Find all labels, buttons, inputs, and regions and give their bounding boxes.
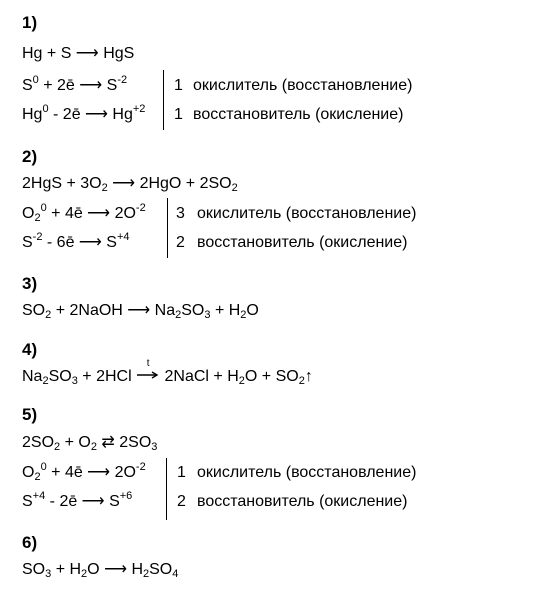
subscript: 2 xyxy=(42,375,49,387)
subscript: 2 xyxy=(238,375,245,387)
subscript: 2 xyxy=(101,182,108,194)
section-number: 3) xyxy=(22,274,38,293)
subscript: 2 xyxy=(231,182,238,194)
role-label: окислитель (восстановление) xyxy=(193,77,413,94)
formula-part: + 2HCl xyxy=(77,368,137,385)
formula-part: + 4ē ⟶ 2O xyxy=(46,205,136,222)
formula-part: + 2NaOH ⟶ Na xyxy=(51,302,176,319)
formula-part: Na xyxy=(22,368,43,385)
subscript: 2 xyxy=(54,441,61,453)
subscript: 2 xyxy=(143,568,150,580)
formula-part: O xyxy=(22,205,35,222)
formula-part: S xyxy=(22,234,33,251)
coefficient: 2 xyxy=(177,493,186,510)
divider-line xyxy=(166,458,167,520)
formula-part: + H xyxy=(51,561,82,578)
formula-part: + 2ē ⟶ S xyxy=(38,77,118,94)
formula-part: - 2ē ⟶ Hg xyxy=(48,106,133,123)
subscript: 3 xyxy=(45,568,52,580)
formula-part: S xyxy=(22,493,33,510)
subscript: 3 xyxy=(204,309,211,321)
coefficient: 1 xyxy=(174,77,183,94)
formula-part: O + SO xyxy=(244,368,299,385)
subscript: 2 xyxy=(175,309,182,321)
formula-part: O xyxy=(246,302,259,319)
role-label: окислитель (восстановление) xyxy=(197,464,417,481)
subscript: 2 xyxy=(90,441,97,453)
subscript: 2 xyxy=(298,375,305,387)
gas-arrow: ↑ xyxy=(304,368,313,385)
superscript: +6 xyxy=(119,490,133,502)
formula-part: - 6ē ⟶ S xyxy=(42,234,117,251)
heat-arrow xyxy=(136,358,160,385)
formula-part: SO xyxy=(149,561,173,578)
section-number: 1) xyxy=(22,13,38,32)
superscript: +4 xyxy=(116,231,130,243)
formula-part: ⟶ 2HgO + 2SO xyxy=(107,175,232,192)
equation xyxy=(22,358,313,387)
section-number: 2) xyxy=(22,147,38,166)
superscript: -2 xyxy=(117,74,128,86)
formula-part: 2NaCl + H xyxy=(160,368,239,385)
reaction-arrow-icon xyxy=(136,370,160,380)
formula-part: - 2ē ⟶ S xyxy=(45,493,120,510)
equation xyxy=(22,562,178,578)
formula-part: SO xyxy=(181,302,205,319)
formula-part: O ⟶ H xyxy=(87,561,143,578)
formula-part: 2HgS + 3O xyxy=(22,175,102,192)
superscript: -2 xyxy=(32,231,43,243)
section-number: 5) xyxy=(22,405,38,424)
half-reaction xyxy=(22,74,128,94)
superscript: 0 xyxy=(40,202,47,214)
half-reaction xyxy=(22,461,146,483)
role-label: окислитель (восстановление) xyxy=(197,205,417,222)
half-reaction xyxy=(22,202,146,224)
formula-part: + 4ē ⟶ 2O xyxy=(46,464,136,481)
formula-part: SO xyxy=(22,561,46,578)
superscript: 0 xyxy=(32,74,39,86)
role-label: восстановитель (окисление) xyxy=(197,493,408,510)
equation xyxy=(22,435,157,451)
subscript: 3 xyxy=(71,375,78,387)
coefficient: 2 xyxy=(176,234,185,251)
equation-text: Hg + S ⟶ HgS xyxy=(22,45,135,62)
formula-part: SO xyxy=(22,302,46,319)
equation xyxy=(22,46,134,62)
half-reaction xyxy=(22,231,130,251)
role-label: восстановитель (окисление) xyxy=(197,234,408,251)
formula-part: S xyxy=(22,77,33,94)
superscript: +2 xyxy=(132,103,146,115)
equation xyxy=(22,176,238,192)
section-number: 4) xyxy=(22,340,38,359)
subscript: 4 xyxy=(172,568,179,580)
subscript: 2 xyxy=(81,568,88,580)
formula-part: + H xyxy=(210,302,241,319)
formula-part: Hg xyxy=(22,106,43,123)
subscript: 2 xyxy=(34,212,41,224)
equation xyxy=(22,303,259,319)
formula-part: 2SO xyxy=(22,434,55,451)
divider-line xyxy=(163,70,164,130)
formula-part: SO xyxy=(48,368,72,385)
section-number: 6) xyxy=(22,533,38,552)
subscript: 2 xyxy=(45,309,52,321)
formula-part: O xyxy=(22,464,35,481)
divider-line xyxy=(167,198,168,258)
subscript: 3 xyxy=(151,441,158,453)
formula-part: + O xyxy=(60,434,91,451)
coefficient: 1 xyxy=(174,106,183,123)
subscript: 2 xyxy=(34,471,41,483)
half-reaction xyxy=(22,103,146,123)
heat-label: t xyxy=(146,358,150,369)
half-reaction xyxy=(22,490,133,510)
superscript: +4 xyxy=(32,490,46,502)
superscript: 0 xyxy=(40,461,47,473)
superscript: -2 xyxy=(135,461,146,473)
coefficient: 1 xyxy=(177,464,186,481)
role-label: восстановитель (окисление) xyxy=(193,106,404,123)
formula-part: ⇄ 2SO xyxy=(96,434,152,451)
coefficient: 3 xyxy=(176,205,185,222)
superscript: -2 xyxy=(135,202,146,214)
superscript: 0 xyxy=(42,103,49,115)
subscript: 2 xyxy=(240,309,247,321)
